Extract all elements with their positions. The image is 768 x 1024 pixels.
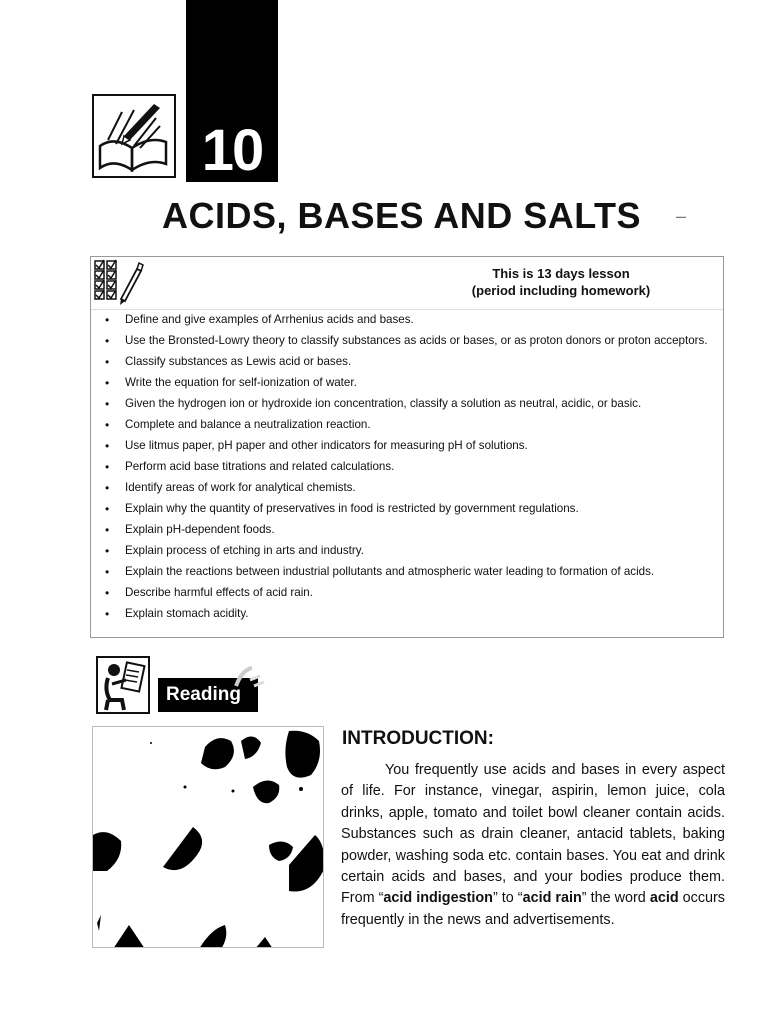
objective-item: • Define and give examples of Arrhenius acids and bases. xyxy=(103,313,717,327)
objective-item: • Identify areas of work for analytical chemists. xyxy=(103,481,717,495)
lesson-info xyxy=(431,265,691,299)
objective-item: • Perform acid base titrations and related calculations. xyxy=(103,460,717,474)
objective-item: • Describe harmful effects of acid rain. xyxy=(103,586,717,600)
lesson-info-note: (period including homework) xyxy=(471,283,651,298)
objective-item: • Explain process of etching in arts and industry. xyxy=(103,544,717,558)
objective-item: • Classify substances as Lewis acid or bases. xyxy=(103,355,717,369)
reading-label: Reading xyxy=(158,678,258,712)
term-acid-rain: acid rain xyxy=(522,890,582,907)
objective-item: • Use the Bronsted-Lowry theory to classify substances as acids or bases, or as proton donors or proton acceptors. xyxy=(103,334,717,348)
chapter-number-block xyxy=(186,0,278,182)
intro-text-part: ” the word xyxy=(581,890,650,907)
lesson-info-duration: This is 13 days lesson xyxy=(492,266,630,281)
term-acid: acid xyxy=(649,890,679,907)
intro-illustration xyxy=(92,726,324,948)
checklist-with-pencil-icon xyxy=(93,259,145,307)
intro-text-part: ” to “ xyxy=(492,890,523,907)
objective-item: • Write the equation for self-ionization of water. xyxy=(103,376,717,390)
introduction-paragraph xyxy=(341,760,725,931)
chapter-icon-box xyxy=(92,94,176,178)
objectives-list xyxy=(103,313,717,628)
chapter-number: 10 xyxy=(201,118,263,183)
intro-illustration-graphic xyxy=(93,727,324,948)
chapter-title: ACIDS, BASES AND SALTS xyxy=(162,195,642,236)
open-book-with-pen-icon xyxy=(94,96,174,176)
objective-item: • Explain pH-dependent foods. xyxy=(103,523,717,537)
objective-item: • Use litmus paper, pH paper and other indicators for measuring pH of solutions. xyxy=(103,439,717,453)
objectives-box xyxy=(90,256,724,638)
introduction-heading: INTRODUCTION: xyxy=(342,728,494,749)
objective-item: • Complete and balance a neutralization reaction. xyxy=(103,418,717,432)
intro-text-part: occurs frequently in the news and advertisements. xyxy=(341,890,726,928)
decorative-marks xyxy=(232,664,272,692)
decorative-dash: – xyxy=(676,206,687,226)
objective-item: • Explain the reactions between industrial pollutants and atmospheric water leading to formation of acids. xyxy=(103,565,717,579)
person-reading-icon xyxy=(96,656,150,714)
objective-item: • Explain why the quantity of preservatives in food is restricted by government regulations. xyxy=(103,502,717,516)
objective-item: • Given the hydrogen ion or hydroxide ion concentration, classify a solution as neutral, acidic, or basic. xyxy=(103,397,717,411)
intro-text-part: You frequently use acids and bases in every aspect of life. For instance, vinegar, aspirin, lemon juice, cola drinks, apple, tomato and toilet bowl cleaner contain acids. Substances such as drain cleaner, antacid tablets, baking powder, washing soda etc. contain bases. You eat and drink certain acids and bases, and your bodies produce them. From “ xyxy=(341,762,725,907)
term-acid-indigestion: acid indigestion xyxy=(383,890,493,907)
objectives-divider xyxy=(91,309,723,310)
objective-item: • Explain stomach acidity. xyxy=(103,607,717,621)
